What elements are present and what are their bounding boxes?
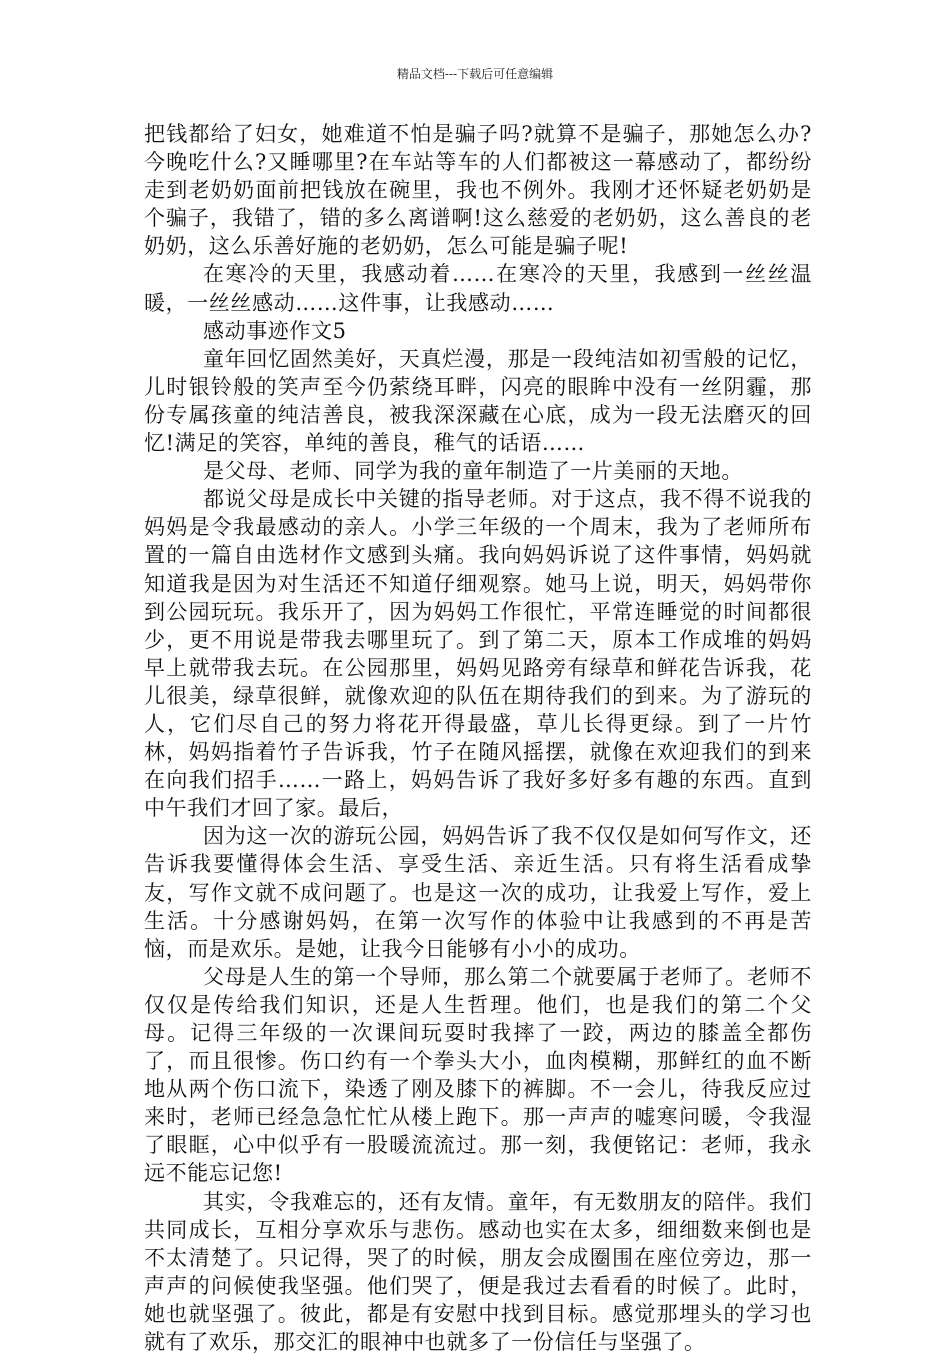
paragraph: 因为这一次的游玩公园，妈妈告诉了我不仅仅是如何写作文，还告诉我要懂得体会生活、享受生活、亲近生活。只有将生活看成挚友，写作文就不成问题了。也是这一次的成功，让我爱上写作，爱上生活。十分感谢妈妈，在第一次写作的体验中让我感到的不再是苦恼，而是欢乐。是她，让我今日能够有小小的成功。	[144, 824, 812, 961]
paragraph: 把钱都给了妇女，她难道不怕是骗子吗?就算不是骗子，那她怎么办?今晚吃什么?又睡哪里?在车站等车的人们都被这一幕感动了，都纷纷走到老奶奶面前把钱放在碗里，我也不例外。我刚才还怀疑老奶奶是个骗子，我错了，错的多么离谱啊!这么慈爱的老奶奶，这么善良的老奶奶，这么乐善好施的老奶奶，怎么可能是骗子呢!	[144, 122, 812, 259]
page-header: 精品文档---下载后可任意编辑	[396, 67, 554, 81]
paragraph: 其实，令我难忘的，还有友情。童年，有无数朋友的陪伴。我们共同成长，互相分享欢乐与悲伤。感动也实在太多，细细数来倒也是不太清楚了。只记得，哭了的时候，朋友会成圈围在座位旁边，那一声声的问候使我坚强。他们哭了，便是我过去看看的时候了。此时，她也就坚强了。彼此，都是有安慰中找到目标。感觉那埋头的学习也就有了欢乐，那交汇的眼神中也就多了一份信任与坚强了。	[144, 1189, 812, 1355]
paragraph: 都说父母是成长中关键的指导老师。对于这点，我不得不说我的妈妈是令我最感动的亲人。小学三年级的一个周末，我为了老师所布置的一篇自由选材作文感到头痛。我向妈妈诉说了这件事情，妈妈就知道我是因为对生活还不知道仔细观察。她马上说，明天，妈妈带你到公园玩玩。我乐开了，因为妈妈工作很忙，平常连睡觉的时间都很少，更不用说是带我去哪里玩了。到了第二天，原本工作成堆的妈妈早上就带我去玩。在公园那里，妈妈见路旁有绿草和鲜花告诉我，花儿很美，绿草很鲜，就像欢迎的队伍在期待我们的到来。为了游玩的人，它们尽自己的努力将花开得最盛，草儿长得更绿。到了一片竹林，妈妈指着竹子告诉我，竹子在随风摇摆，就像在欢迎我们的到来在向我们招手……一路上，妈妈告诉了我好多好多有趣的东西。直到中午我们才回了家。最后，	[144, 487, 812, 821]
paragraph: 童年回忆固然美好，天真烂漫，那是一段纯洁如初雪般的记忆，儿时银铃般的笑声至今仍萦绕耳畔，闪亮的眼眸中没有一丝阴霾，那份专属孩童的纯洁善良，被我深深藏在心底，成为一段无法磨灭的回忆!满足的笑容，单纯的善良，稚气的话语……	[144, 346, 812, 456]
paragraph: 在寒冷的天里，我感动着……在寒冷的天里，我感到一丝丝温暖，一丝丝感动……这件事，让我感动……	[144, 262, 812, 315]
document-body	[144, 120, 812, 1356]
paragraph: 父母是人生的第一个导师，那么第二个就要属于老师了。老师不仅仅是传给我们知识，还是人生哲理。他们，也是我们的第二个父母。记得三年级的一次课间玩耍时我摔了一跤，两边的膝盖全都伤了，而且很惨。伤口约有一个拳头大小，血肉模糊，那鲜红的血不断地从两个伤口流下，染透了刚及膝下的裤脚。不一会儿，待我反应过来时，老师已经急急忙忙从楼上跑下。那一声声的嘘寒问暖，令我湿了眼眶，心中似乎有一股暖流流过。那一刻，我便铭记：老师，我永远不能忘记您!	[144, 964, 812, 1186]
paragraph: 是父母、老师、同学为我的童年制造了一片美丽的天地。	[203, 459, 743, 484]
section-heading: 感动事迹作文5	[203, 318, 347, 343]
